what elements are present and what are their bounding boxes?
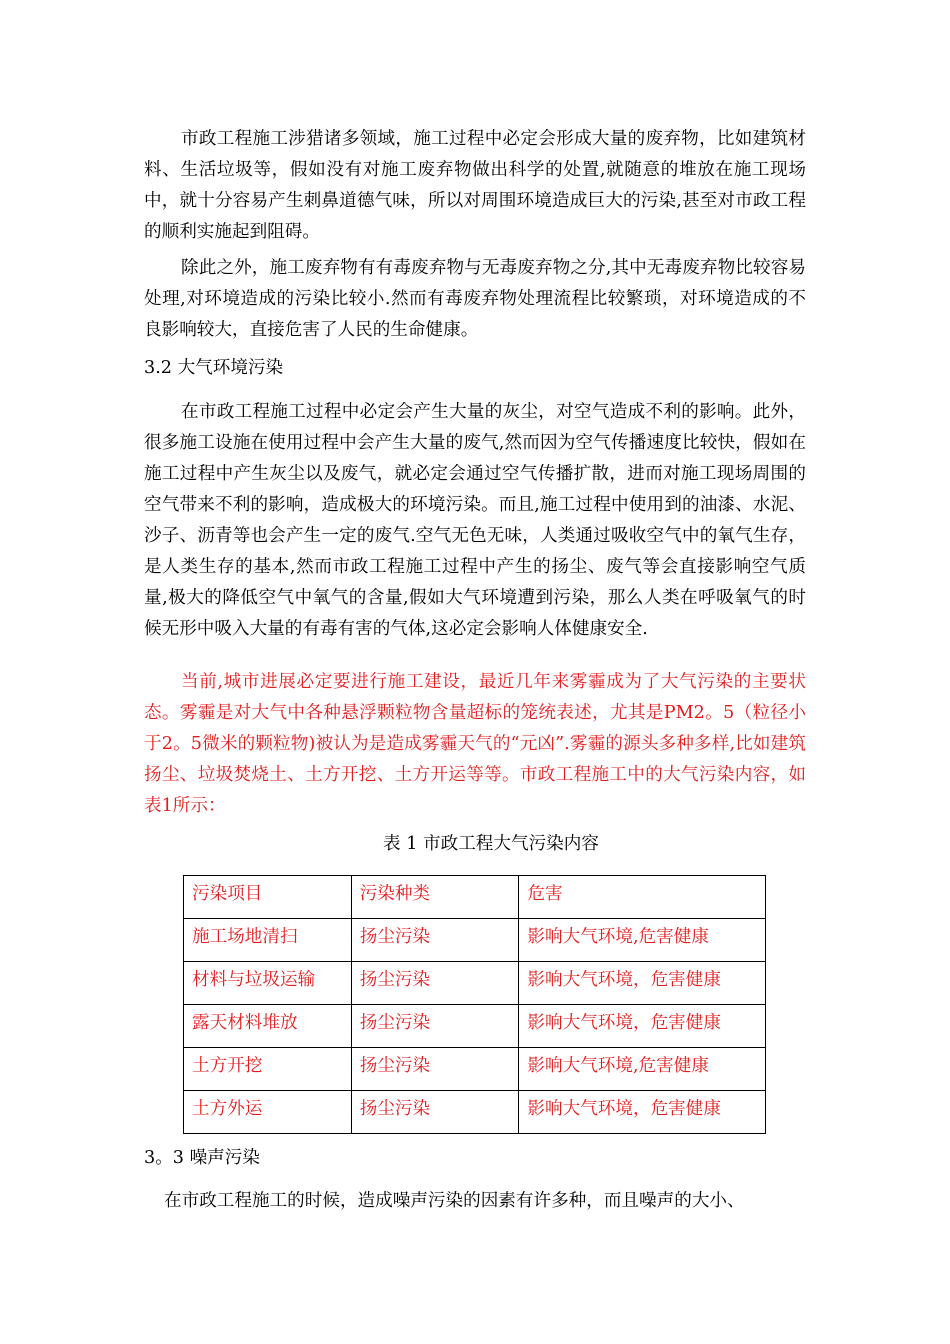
table-row	[184, 1091, 766, 1134]
table-cell: 影响大气环境,危害健康	[519, 1048, 766, 1091]
table-cell: 扬尘污染	[351, 962, 519, 1005]
table-cell: 土方外运	[184, 1091, 352, 1134]
paragraph-dust-exhaust: 在市政工程施工过程中必定会产生大量的灰尘，对空气造成不利的影响。此外，很多施工设施在使用过程中会产生大量的废气,然而因为空气传播速度比较快，假如在施工过程中产生灰尘以及废气，就必定会通过空气传播扩散，进而对施工现场周围的空气带来不利的影响，造成极大的环境污染。而且,施工过程中使用到的油漆、水泥、沙子、沥青等也会产生一定的废气.空气无色无味，人类通过吸收空气中的氧气生存，是人类生存的基本,然而市政工程施工过程中产生的扬尘、废气等会直接影响空气质量,极大的降低空气中氧气的含量,假如大气环境遭到污染，那么人类在呼吸氧气的时候无形中吸入大量的有毒有害的气体,这必定会影响人体健康安全.	[144, 402, 806, 639]
paragraph-toxic-waste: 除此之外，施工废弃物有有毒废弃物与无毒废弃物之分,其中无毒废弃物比较容易处理,对环境造成的污染比较小.然而有毒废弃物处理流程比较繁琐，对环境造成的不良影响较大，直接危害了人民的生命健康。	[144, 258, 806, 340]
table-cell: 影响大气环境，危害健康	[519, 1005, 766, 1048]
section-heading-air-pollution: 3.2 大气环境污染	[144, 358, 284, 378]
table-caption: 表 1 市政工程大气污染内容	[383, 834, 599, 854]
table-cell: 扬尘污染	[351, 1091, 519, 1134]
table-cell: 影响大气环境，危害健康	[519, 962, 766, 1005]
table-cell: 材料与垃圾运输	[184, 962, 352, 1005]
table-cell: 露天材料堆放	[184, 1005, 352, 1048]
paragraph-noise-intro: 在市政工程施工的时候，造成噪声污染的因素有许多种，而且噪声的大小、	[164, 1191, 745, 1211]
table-cell: 扬尘污染	[351, 1048, 519, 1091]
table-row	[184, 919, 766, 962]
table-row	[184, 1005, 766, 1048]
table-cell: 扬尘污染	[351, 919, 519, 962]
table-header-row	[184, 876, 766, 919]
table-row	[184, 962, 766, 1005]
table-cell: 扬尘污染	[351, 1005, 519, 1048]
table-header-cell: 污染项目	[184, 876, 352, 919]
section-heading-noise-pollution: 3。3 噪声污染	[144, 1148, 260, 1168]
table-cell: 影响大气环境，危害健康	[519, 1091, 766, 1134]
table-cell: 影响大气环境,危害健康	[519, 919, 766, 962]
table-row	[184, 1048, 766, 1091]
table-cell: 土方开挖	[184, 1048, 352, 1091]
paragraph-waste-intro: 市政工程施工涉猎诸多领域，施工过程中必定会形成大量的废弃物，比如建筑材料、生活垃圾等，假如没有对施工废弃物做出科学的处置,就随意的堆放在施工现场中，就十分容易产生刺鼻道德气味，所以对周围环境造成巨大的污染,甚至对市政工程的顺利实施起到阻碍。	[144, 129, 806, 242]
table-header-cell: 危害	[519, 876, 766, 919]
paragraph-smog: 当前,城市进展必定要进行施工建设，最近几年来雾霾成为了大气污染的主要状态。雾霾是对大气中各种悬浮颗粒物含量超标的笼统表述，尤其是PM2。5（粒径小于2。5微米的颗粒物)被认为是造成雾霾天气的“元凶”.雾霾的源头多种多样,比如建筑扬尘、垃圾焚烧土、土方开挖、土方开运等等。市政工程施工中的大气污染内容，如表1所示：	[144, 672, 806, 816]
pollution-table	[183, 875, 766, 1134]
table-cell: 施工场地清扫	[184, 919, 352, 962]
table-header-cell: 污染种类	[351, 876, 519, 919]
